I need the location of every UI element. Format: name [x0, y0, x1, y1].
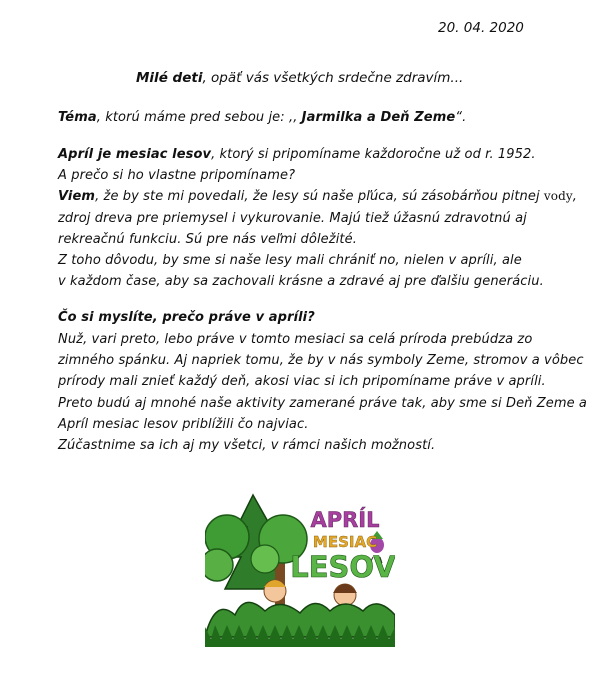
- illus-line1: APRÍL: [310, 508, 380, 532]
- para1-bold: Apríl je mesiac lesov: [58, 147, 212, 162]
- date: 20. 04. 2020: [438, 20, 524, 36]
- para1-line-1: [58, 147, 536, 162]
- topic-label: Téma: [58, 110, 97, 125]
- april-forest-illustration: [205, 487, 395, 647]
- greeting-rest: , opäť vás všetkých srdečne zdravím...: [202, 70, 464, 86]
- para1-line-4: zdroj dreva pre priemysel i vykurovanie. Majú tiež úžasnú zdravotnú aj: [58, 211, 527, 226]
- greeting: [136, 70, 463, 86]
- para1-l3-end: ,: [572, 189, 578, 204]
- para1-rest: , ktorý si pripomíname každoročne už od r. 1952.: [211, 147, 536, 162]
- greeting-bold: Milé deti: [136, 70, 203, 86]
- girl-hair: [333, 584, 357, 593]
- para2-line-2: zimného spánku. Aj napriek tomu, že by v nás symboly Zeme, stromov a vôbec: [58, 353, 584, 368]
- para2-line-6: Zúčastnime sa ich aj my všetci, v rámci našich možností.: [58, 438, 436, 453]
- para1-l3-rest: , že by ste mi povedali, že lesy sú naše pľúca, sú zásobárňou pitnej: [95, 189, 544, 204]
- topic-middle: , ktorú máme pred sebou je: ,,: [96, 110, 302, 125]
- para1-line-3: [58, 189, 577, 204]
- left-tree-crown-2: [205, 549, 233, 581]
- topic-title: Jarmilka a Deň Zeme: [301, 110, 456, 125]
- topic-end: “.: [455, 110, 467, 125]
- para2-line-3: prírody mali znieť každý deň, akosi viac si ich pripomíname práve v apríli.: [58, 374, 546, 389]
- para2-heading-text: Čo si myslíte, prečo práve v apríli?: [58, 310, 315, 325]
- para2-line-5: Apríl mesiac lesov priblížili čo najviac.: [58, 417, 309, 432]
- right-tree-crown-2: [251, 545, 279, 573]
- illus-line3: LESOV: [290, 550, 395, 584]
- para2-line-4: Preto budú aj mnohé naše aktivity zamerané práve tak, aby sme si Deň Zeme a: [58, 396, 588, 411]
- para2-heading: [58, 310, 315, 325]
- para1-viem: Viem: [58, 189, 96, 204]
- forest-svg: [205, 487, 395, 647]
- illus-line2: MESIAC: [312, 533, 378, 551]
- para2-line-1: Nuž, vari preto, lebo práve v tomto mesiaci sa celá príroda prebúdza zo: [58, 332, 533, 347]
- para1-line-7: v každom čase, aby sa zachovali krásne a zdravé aj pre ďalšiu generáciu.: [58, 274, 544, 289]
- para1-line-6: Z toho dôvodu, by sme si naše lesy mali chrániť no, nielen v apríli, ale: [58, 253, 522, 268]
- para1-line-5: rekreačnú funkciu. Sú pre nás veľmi dôležité.: [58, 232, 357, 247]
- para1-vody: vody: [543, 189, 573, 203]
- topic-line: [58, 110, 466, 125]
- para1-line-2: A prečo si ho vlastne pripomíname?: [58, 168, 296, 183]
